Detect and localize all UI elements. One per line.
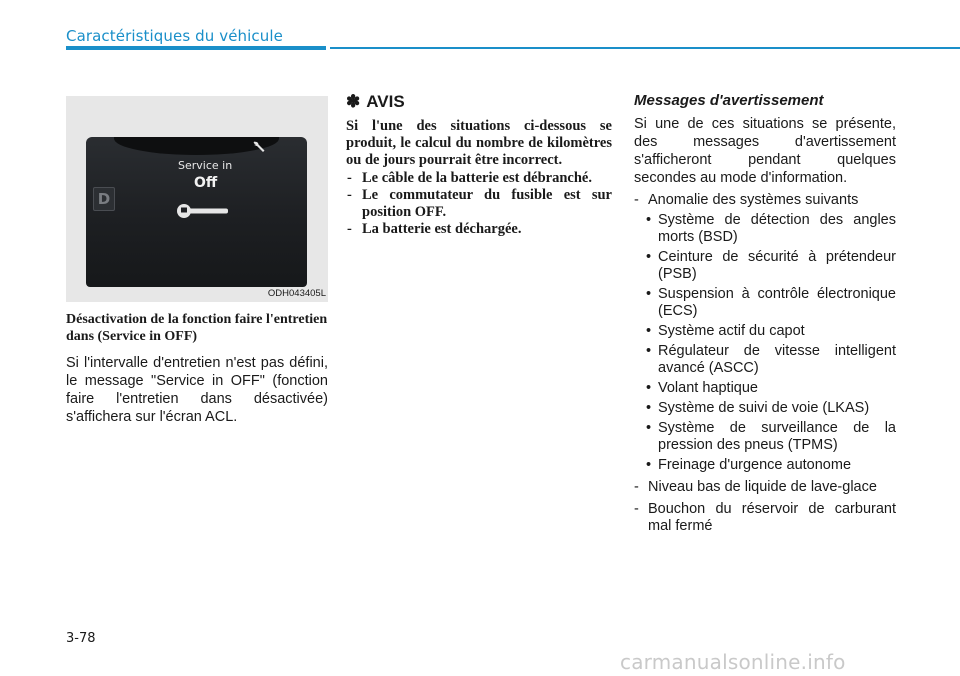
page-number: 3-78 (66, 631, 96, 646)
notice-intro: Si l'une des situations ci-dessous se produit, le calcul du nombre de kilomètres ou de jours pourrait être incorrect. (346, 118, 612, 168)
wrench-icon (252, 140, 266, 154)
systems-list (634, 212, 896, 474)
cluster-figure (66, 96, 328, 302)
screen-status-value: Off (194, 175, 218, 191)
section-title: Caractéristiques du véhicule (66, 27, 283, 45)
messages-intro: Si une de ces situations se présente, des messages d'avertissement s'afficheront pendant quelques secondes au mode d'information. (634, 116, 896, 186)
figure-caption: Désactivation de la fonction faire l'entretien dans (Service in OFF) (66, 312, 328, 344)
list-item: • Système de suivi de voie (LKAS) (646, 400, 870, 416)
cluster-display (86, 137, 307, 287)
list-item: - Niveau bas de liquide de lave-glace (634, 479, 877, 495)
messages-heading: Messages d'avertissement (634, 92, 824, 109)
notice-list (346, 170, 612, 238)
list-item: • Régulateur de vitesse intelligent avancé (ASCC) (646, 343, 896, 376)
messages-column (634, 92, 896, 535)
list-item: • Système actif du capot (646, 323, 805, 339)
list-item: - Anomalie des systèmes suivants (634, 192, 859, 208)
gear-indicator: D (93, 187, 115, 211)
screen-service-label: Service in (178, 159, 233, 172)
notice-heading (346, 92, 612, 112)
notice-heading-label: AVIS (366, 92, 405, 111)
header-rule-thick (66, 46, 326, 50)
left-column (66, 96, 328, 426)
list-item: • Ceinture de sécurité à prétendeur (PSB) (646, 249, 896, 282)
notice-column (346, 92, 612, 238)
list-item: • Système de surveillance de la pression des pneus (TPMS) (646, 420, 896, 453)
list-item: - Le commutateur du fusible est sur position OFF. (347, 187, 612, 220)
figure-code: ODH043405L (267, 288, 326, 299)
list-item: • Volant haptique (646, 380, 758, 396)
wrench-large-icon (176, 201, 232, 221)
service-off-paragraph: Si l'intervalle d'entretien n'est pas défini, le message "Service in OFF" (fonction faire l'entretien dans désactivée) s'affichera sur l'écran ACL. (66, 355, 328, 425)
asterisk-icon: ✽ (346, 92, 361, 111)
list-item: • Système de détection des angles morts (BSD) (646, 212, 896, 245)
list-item: • Freinage d'urgence autonome (646, 457, 852, 473)
watermark: carmanualsonline.info (620, 650, 846, 674)
list-item: - La batterie est déchargée. (347, 221, 522, 237)
list-item: - Le câble de la batterie est débranché. (347, 170, 592, 186)
list-item: • Suspension à contrôle électronique (ECS) (646, 286, 896, 319)
list-item: - Bouchon du réservoir de carburant mal fermé (634, 501, 896, 534)
header-rule-thin (330, 47, 960, 49)
